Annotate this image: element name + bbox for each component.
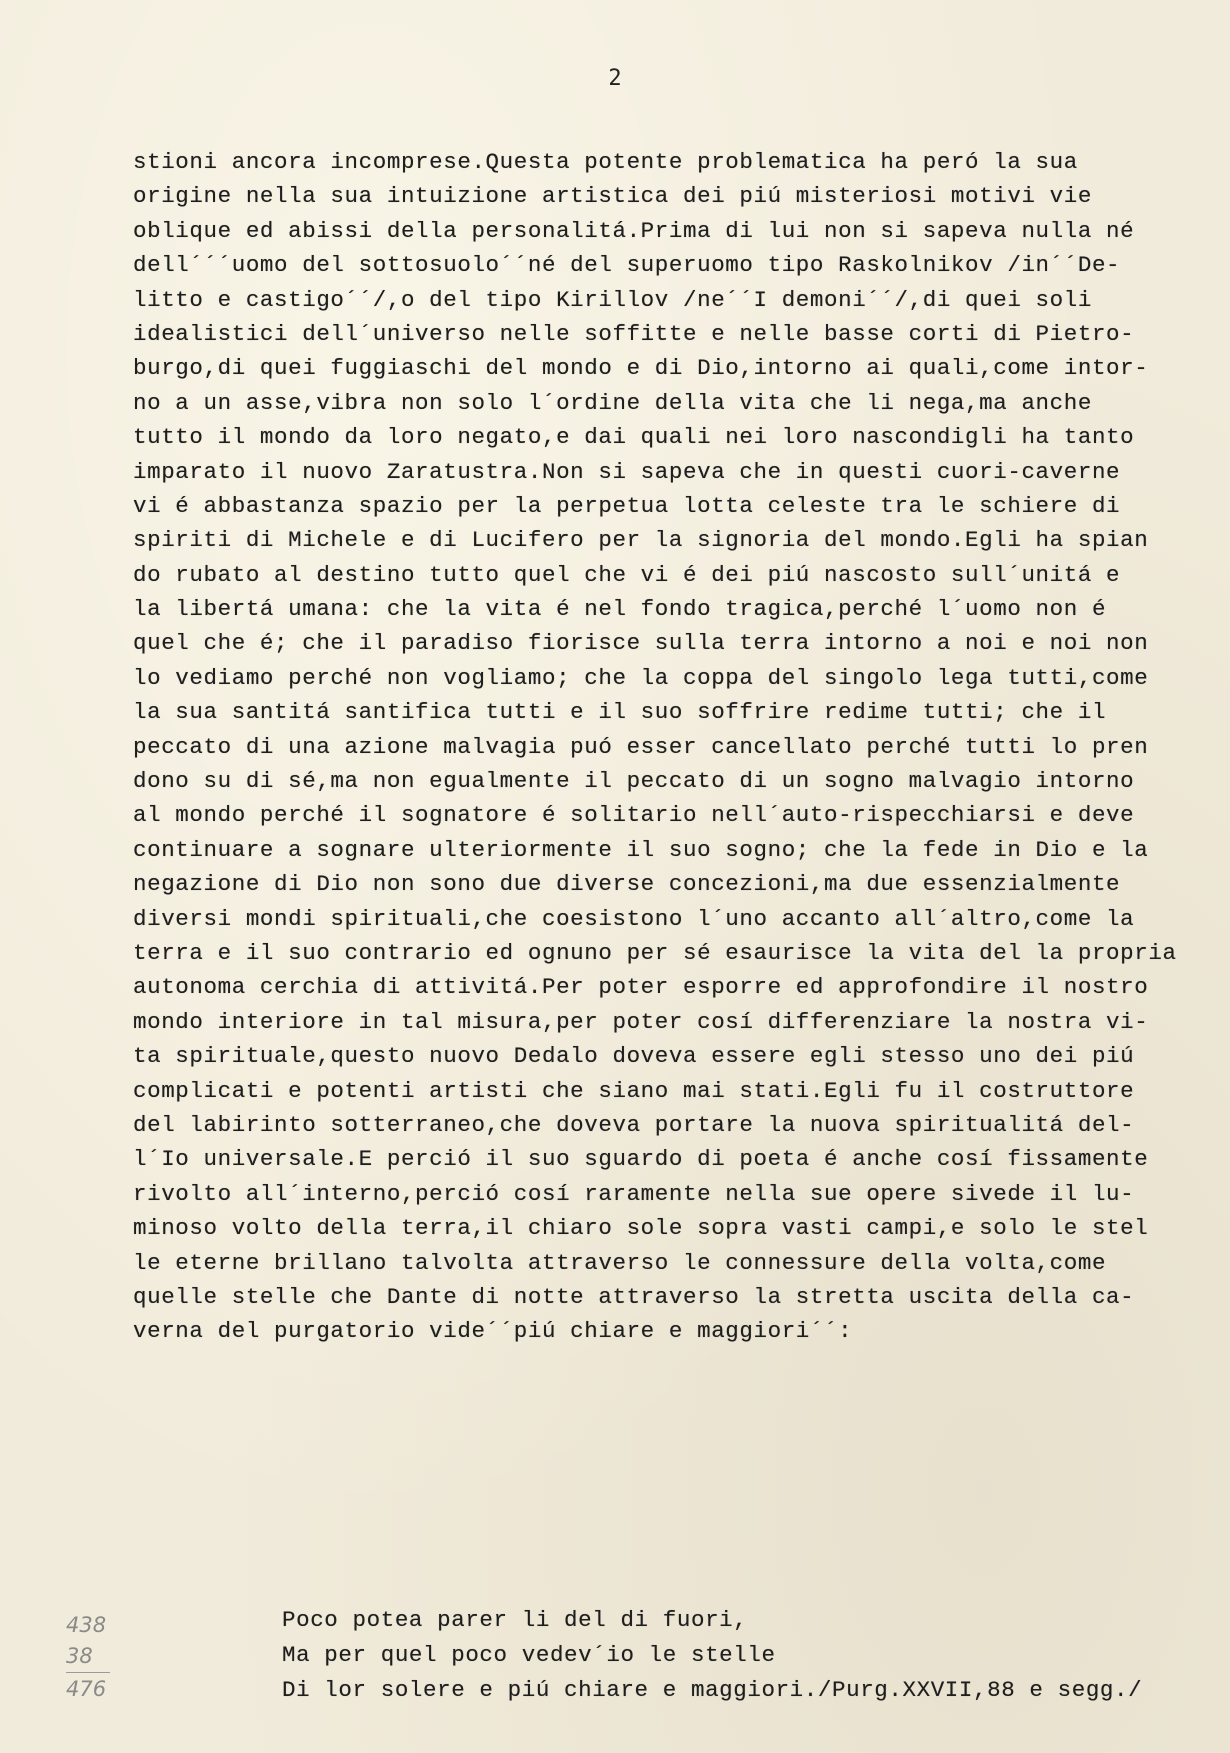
- text-line: vi é abbastanza spazio per la perpetua lotta celeste tra le schiere di: [133, 492, 1121, 519]
- quote-line: Ma per quel poco vedev´io le stelle: [282, 1642, 776, 1668]
- text-line: tutto il mondo da loro negato,e dai quali nei loro nascondigli ha tanto: [133, 424, 1135, 451]
- text-line: idealistici dell´universo nelle soffitte e nelle basse corti di Pietro-: [133, 320, 1135, 347]
- text-line: rivolto all´interno,perció cosí raramente nella sue opere sivede il lu-: [133, 1180, 1135, 1207]
- pencil-number-total: 476: [66, 1677, 107, 1701]
- quote-line: Poco potea parer li del di fuori,: [282, 1607, 748, 1633]
- pencil-sum-rule: [66, 1672, 110, 1673]
- text-line: complicati e potenti artisti che siano mai stati.Egli fu il costruttore: [133, 1077, 1135, 1104]
- text-line: minoso volto della terra,il chiaro sole sopra vasti campi,e solo le stel: [133, 1215, 1149, 1242]
- text-line: la sua santitá santifica tutti e il suo soffrire redime tutti; che il: [133, 699, 1107, 726]
- pencil-number-first: 438: [66, 1613, 107, 1637]
- text-line: autonoma cerchia di attivitá.Per poter esporre ed approfondire il nostro: [133, 974, 1149, 1001]
- body-text: [133, 145, 1193, 1349]
- pencil-number-second: 38: [66, 1644, 93, 1668]
- text-line: l´Io universale.E perció il suo sguardo di poeta é anche cosí fissamente: [133, 1146, 1149, 1173]
- text-line: litto e castigo´´/,o del tipo Kirillov /ne´´I demoni´´/,di quei soli: [133, 286, 1092, 313]
- text-line: continuare a sognare ulteriormente il suo sogno; che la fede in Dio e la: [133, 836, 1149, 863]
- text-line: terra e il suo contrario ed ognuno per sé esaurisce la vita del la propria: [133, 939, 1177, 966]
- text-line: ta spirituale,questo nuovo Dedalo doveva essere egli stesso uno dei piú: [133, 1043, 1135, 1070]
- text-line: imparato il nuovo Zaratustra.Non si sapeva che in questi cuori-caverne: [133, 458, 1121, 485]
- text-line: no a un asse,vibra non solo l´ordine della vita che li nega,ma anche: [133, 389, 1092, 416]
- text-line: quel che é; che il paradiso fiorisce sulla terra intorno a noi e noi non: [133, 630, 1149, 657]
- text-line: mondo interiore in tal misura,per poter cosí differenziare la nostra vi-: [133, 1008, 1149, 1035]
- quote-line: Di lor solere e piú chiare e maggiori./Purg.XXVII,88 e segg./: [282, 1677, 1143, 1703]
- text-line: dell´´´uomo del sottosuolo´´né del superuomo tipo Raskolnikov /in´´De-: [133, 252, 1121, 279]
- pencil-annotation: [66, 1610, 110, 1705]
- text-line: spiriti di Michele e di Lucifero per la signoria del mondo.Egli ha spian: [133, 527, 1149, 554]
- text-line: origine nella sua intuizione artistica dei piú misteriosi motivi vie: [133, 183, 1092, 210]
- text-line: negazione di Dio non sono due diverse concezioni,ma due essenzialmente: [133, 871, 1121, 898]
- text-line: stioni ancora incomprese.Questa potente problematica ha peró la sua: [133, 149, 1078, 175]
- text-line: peccato di una azione malvagia puó esser cancellato perché tutti lo pren: [133, 733, 1149, 760]
- text-line: le eterne brillano talvolta attraverso le connessure della volta,come: [133, 1249, 1107, 1276]
- text-line: burgo,di quei fuggiaschi del mondo e di Dio,intorno ai quali,come intor-: [133, 355, 1149, 382]
- text-line: dono su di sé,ma non egualmente il peccato di un sogno malvagio intorno: [133, 768, 1135, 795]
- text-line: verna del purgatorio vide´´piú chiare e maggiori´´:: [133, 1318, 853, 1345]
- text-line: oblique ed abissi della personalitá.Prima di lui non si sapeva nulla né: [133, 217, 1135, 244]
- text-line: la libertá umana: che la vita é nel fondo tragica,perché l´uomo non é: [133, 596, 1107, 623]
- text-line: al mondo perché il sognatore é solitario nell´auto-rispecchiarsi e deve: [133, 802, 1135, 829]
- text-line: diversi mondi spirituali,che coesistono l´uno accanto all´altro,come la: [133, 905, 1135, 932]
- dante-quotation: [282, 1603, 1142, 1708]
- text-line: do rubato al destino tutto quel che vi é dei piú nascosto sull´unitá e: [133, 561, 1121, 588]
- text-line: lo vediamo perché non vogliamo; che la coppa del singolo lega tutti,come: [133, 664, 1149, 691]
- page-number: 2: [608, 66, 622, 91]
- text-line: del labirinto sotterraneo,che doveva portare la nuova spiritualitá del-: [133, 1111, 1135, 1138]
- text-line: quelle stelle che Dante di notte attraverso la stretta uscita della ca-: [133, 1283, 1135, 1310]
